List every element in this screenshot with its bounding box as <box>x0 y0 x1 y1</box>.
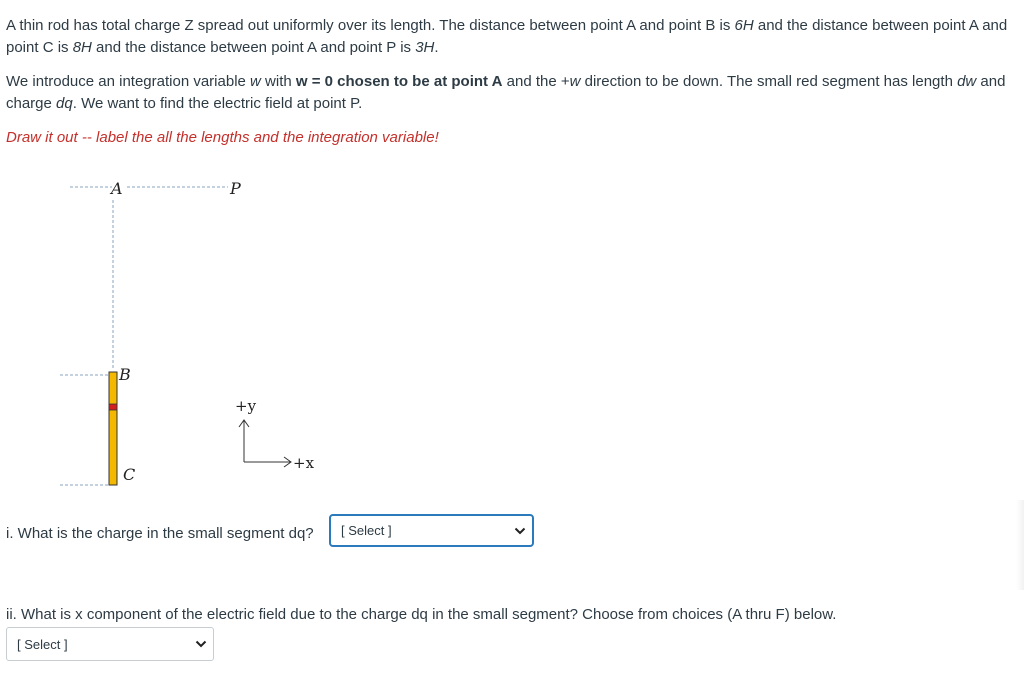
label-b: B <box>119 365 131 384</box>
small-segment-dq <box>109 404 117 410</box>
question-2-select-value: [ Select ] <box>17 636 68 652</box>
label-a: A <box>111 179 123 198</box>
chevron-down-icon <box>514 527 526 535</box>
question-2-label: ii. What is x component of the electric field due to the charge dq in the small segment? Choose from choices (A thru F) below. <box>6 606 837 623</box>
instruction-text: Draw it out -- label the all the lengths and the integration variable! <box>6 129 439 146</box>
problem-paragraph-1: A thin rod has total charge Z spread out uniformly over its length. The distance between point A and point B is 6H and the distance between point A and point C is 8H and the distance between point A and point P is 3H. <box>6 17 1008 56</box>
question-2-select[interactable] <box>6 627 214 661</box>
label-p: P <box>230 179 241 198</box>
rod-diagram <box>0 170 340 500</box>
axis-label-x: +x <box>293 454 315 472</box>
chevron-down-icon <box>195 640 207 648</box>
scroll-edge-shadow <box>1016 500 1024 590</box>
charged-rod <box>109 372 117 485</box>
problem-paragraph-2: We introduce an integration variable w with w = 0 chosen to be at point A and the +w direction to be down. The small red segment has length dw and charge dq. We want to find the electric field at point P. <box>6 73 1006 112</box>
question-1-select-value: [ Select ] <box>341 523 392 538</box>
axis-label-y: +y <box>235 397 257 415</box>
axes-icon <box>239 420 291 467</box>
label-c: C <box>123 465 136 484</box>
question-1-select[interactable] <box>329 514 534 547</box>
question-1-label: i. What is the charge in the small segment dq? <box>6 525 314 542</box>
